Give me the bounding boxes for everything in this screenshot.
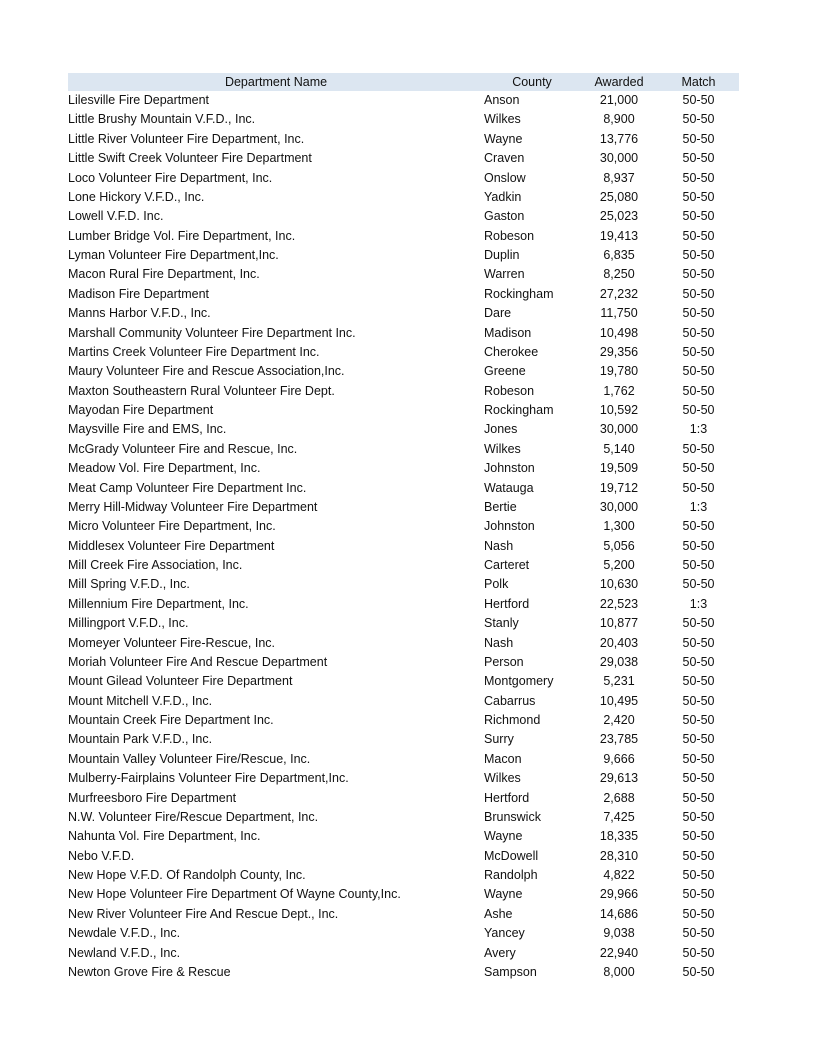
match-cell: 50-50 xyxy=(682,848,715,863)
county-cell: Cabarrus xyxy=(484,693,536,708)
awarded-cell: 8,937 xyxy=(603,170,635,185)
county-cell: Avery xyxy=(484,945,516,960)
awarded-cell: 25,080 xyxy=(599,189,639,204)
awarded-cell: 22,523 xyxy=(599,596,639,611)
county-cell: Craven xyxy=(484,151,525,166)
table-row xyxy=(68,498,739,517)
table-row xyxy=(68,420,739,439)
table-row xyxy=(68,556,739,575)
county-cell: Rockingham xyxy=(484,403,554,417)
county-cell: Hertford xyxy=(484,790,530,805)
awarded-cell: 20,403 xyxy=(599,635,639,650)
match-cell: 50-50 xyxy=(682,790,715,805)
awarded-cell: 5,140 xyxy=(603,441,635,456)
match-cell: 50-50 xyxy=(682,809,715,824)
match-cell: 50-50 xyxy=(682,306,715,321)
department-name-cell: Little River Volunteer Fire Department, Inc. xyxy=(68,131,305,146)
match-cell: 50-50 xyxy=(682,868,715,882)
table-row xyxy=(68,711,739,730)
match-cell: 50-50 xyxy=(682,693,715,708)
table-row xyxy=(68,479,739,498)
match-cell: 50-50 xyxy=(682,926,715,941)
header-match: Match xyxy=(681,75,716,89)
awarded-cell: 10,498 xyxy=(599,325,639,340)
table-row xyxy=(68,440,739,459)
table-row xyxy=(68,847,739,866)
table-row xyxy=(68,808,739,827)
table-row xyxy=(68,91,739,110)
county-cell: Rockingham xyxy=(484,286,554,301)
department-name-cell: Meadow Vol. Fire Department, Inc. xyxy=(68,461,261,476)
awarded-cell: 29,966 xyxy=(599,887,639,902)
county-cell: Dare xyxy=(484,306,512,321)
table-body xyxy=(68,91,739,982)
awarded-cell: 28,310 xyxy=(599,848,639,863)
table-row xyxy=(68,459,739,478)
county-cell: Anson xyxy=(484,93,520,107)
match-cell: 50-50 xyxy=(682,945,715,960)
table-row xyxy=(68,924,739,943)
match-cell: 1:3 xyxy=(689,596,708,611)
grant-table xyxy=(68,73,739,982)
table-row xyxy=(68,169,739,188)
county-cell: McDowell xyxy=(484,848,539,863)
department-name-cell: Micro Volunteer Fire Department, Inc. xyxy=(68,519,276,534)
county-cell: Polk xyxy=(484,577,509,592)
awarded-cell: 7,425 xyxy=(603,809,635,824)
county-cell: Montgomery xyxy=(484,674,554,689)
match-cell: 50-50 xyxy=(682,616,715,631)
department-name-cell: Meat Camp Volunteer Fire Department Inc. xyxy=(68,480,307,495)
county-cell: Yancey xyxy=(484,926,525,941)
match-cell: 50-50 xyxy=(682,674,715,689)
department-name-cell: Madison Fire Department xyxy=(68,286,210,301)
county-cell: Richmond xyxy=(484,713,541,727)
county-cell: Robeson xyxy=(484,383,535,398)
county-cell: Robeson xyxy=(484,228,535,243)
awarded-cell: 8,250 xyxy=(603,267,635,282)
awarded-cell: 6,835 xyxy=(603,248,635,262)
department-name-cell: Lowell V.F.D. Inc. xyxy=(68,209,164,224)
department-name-cell: Lilesville Fire Department xyxy=(68,93,210,107)
department-name-cell: Millennium Fire Department, Inc. xyxy=(68,596,249,611)
match-cell: 50-50 xyxy=(682,131,715,146)
county-cell: Macon xyxy=(484,751,522,766)
table-row xyxy=(68,517,739,536)
county-cell: Person xyxy=(484,654,524,669)
county-cell: Greene xyxy=(484,364,526,379)
county-cell: Sampson xyxy=(484,964,537,979)
county-cell: Surry xyxy=(484,732,514,747)
table-row xyxy=(68,227,739,246)
awarded-cell: 4,822 xyxy=(603,868,635,882)
department-name-cell: Nebo V.F.D. xyxy=(68,848,135,863)
match-cell: 50-50 xyxy=(682,964,715,979)
awarded-cell: 8,900 xyxy=(603,112,635,127)
table-row xyxy=(68,343,739,362)
county-cell: Madison xyxy=(484,325,532,340)
county-cell: Nash xyxy=(484,635,514,650)
department-name-cell: Mount Gilead Volunteer Fire Department xyxy=(68,674,293,689)
awarded-cell: 8,000 xyxy=(603,964,635,979)
match-cell: 50-50 xyxy=(682,577,715,592)
table-row xyxy=(68,304,739,323)
county-cell: Nash xyxy=(484,538,514,553)
county-cell: Cherokee xyxy=(484,344,539,359)
match-cell: 50-50 xyxy=(682,112,715,127)
match-cell: 50-50 xyxy=(682,461,715,476)
table-row xyxy=(68,750,739,769)
awarded-cell: 2,688 xyxy=(603,790,635,805)
match-cell: 50-50 xyxy=(682,713,715,727)
department-name-cell: Lyman Volunteer Fire Department,Inc. xyxy=(68,248,279,262)
county-cell: Bertie xyxy=(484,499,517,514)
department-name-cell: New Hope V.F.D. Of Randolph County, Inc. xyxy=(68,868,306,882)
match-cell: 50-50 xyxy=(682,558,715,572)
match-cell: 50-50 xyxy=(682,403,715,417)
county-cell: Carteret xyxy=(484,558,530,572)
awarded-cell: 2,420 xyxy=(603,713,635,727)
match-cell: 1:3 xyxy=(689,499,708,514)
county-cell: Brunswick xyxy=(484,809,541,824)
table-header xyxy=(68,73,739,91)
table-row xyxy=(68,653,739,672)
department-name-cell: Mountain Park V.F.D., Inc. xyxy=(68,732,213,747)
awarded-cell: 29,038 xyxy=(599,654,639,669)
county-cell: Hertford xyxy=(484,596,530,611)
awarded-cell: 9,038 xyxy=(603,926,635,941)
awarded-cell: 30,000 xyxy=(599,499,639,514)
department-name-cell: Newton Grove Fire & Rescue xyxy=(68,964,231,979)
table-row xyxy=(68,149,739,168)
match-cell: 50-50 xyxy=(682,519,715,534)
awarded-cell: 10,495 xyxy=(599,693,639,708)
county-cell: Gaston xyxy=(484,209,525,224)
table-row xyxy=(68,885,739,904)
county-cell: Wilkes xyxy=(484,112,521,127)
department-name-cell: Maury Volunteer Fire and Rescue Association,Inc. xyxy=(68,364,345,379)
department-name-cell: New River Volunteer Fire And Rescue Dept., Inc. xyxy=(68,906,339,921)
department-name-cell: Mill Creek Fire Association, Inc. xyxy=(68,558,243,572)
header-row xyxy=(68,73,739,91)
match-cell: 50-50 xyxy=(682,93,715,107)
match-cell: 50-50 xyxy=(682,286,715,301)
awarded-cell: 29,356 xyxy=(599,344,639,359)
match-cell: 50-50 xyxy=(682,906,715,921)
match-cell: 50-50 xyxy=(682,771,715,786)
department-name-cell: Maysville Fire and EMS, Inc. xyxy=(68,422,227,437)
county-cell: Wilkes xyxy=(484,771,521,786)
table-row xyxy=(68,110,739,129)
table-row xyxy=(68,265,739,284)
county-cell: Jones xyxy=(484,422,518,437)
match-cell: 50-50 xyxy=(682,751,715,766)
department-name-cell: New Hope Volunteer Fire Department Of Wayne County,Inc. xyxy=(68,887,401,902)
department-name-cell: Middlesex Volunteer Fire Department xyxy=(68,538,275,553)
awarded-cell: 21,000 xyxy=(599,93,639,107)
department-name-cell: Maxton Southeastern Rural Volunteer Fire Dept. xyxy=(68,383,335,398)
awarded-cell: 5,056 xyxy=(603,538,635,553)
awarded-cell: 30,000 xyxy=(599,151,639,166)
match-cell: 50-50 xyxy=(682,228,715,243)
county-cell: Duplin xyxy=(484,248,520,262)
table-row xyxy=(68,207,739,226)
table-row xyxy=(68,401,739,420)
table-row xyxy=(68,324,739,343)
awarded-cell: 25,023 xyxy=(599,209,639,224)
match-cell: 50-50 xyxy=(682,654,715,669)
department-name-cell: Little Swift Creek Volunteer Fire Department xyxy=(68,151,312,166)
department-name-cell: Momeyer Volunteer Fire-Rescue, Inc. xyxy=(68,635,276,650)
department-name-cell: Mayodan Fire Department xyxy=(68,403,214,417)
table-row xyxy=(68,246,739,265)
department-name-cell: Marshall Community Volunteer Fire Department Inc. xyxy=(68,325,356,340)
awarded-cell: 10,630 xyxy=(599,577,639,592)
awarded-cell: 10,592 xyxy=(599,403,639,417)
table-row xyxy=(68,672,739,691)
awarded-cell: 18,335 xyxy=(599,829,639,844)
match-cell: 50-50 xyxy=(682,267,715,282)
table-row xyxy=(68,595,739,614)
match-cell: 1:3 xyxy=(689,422,708,437)
awarded-cell: 1,300 xyxy=(603,519,635,534)
table-row xyxy=(68,614,739,633)
department-name-cell: Mountain Valley Volunteer Fire/Rescue, Inc. xyxy=(68,751,311,766)
department-name-cell: Loco Volunteer Fire Department, Inc. xyxy=(68,170,273,185)
department-name-cell: Millingport V.F.D., Inc. xyxy=(68,616,189,631)
match-cell: 50-50 xyxy=(682,248,715,262)
awarded-cell: 5,231 xyxy=(603,674,635,689)
awarded-cell: 30,000 xyxy=(599,422,639,437)
table-row xyxy=(68,188,739,207)
county-cell: Randolph xyxy=(484,868,538,882)
department-name-cell: Newland V.F.D., Inc. xyxy=(68,945,181,960)
table-row xyxy=(68,769,739,788)
department-name-cell: Nahunta Vol. Fire Department, Inc. xyxy=(68,829,261,844)
header-department-name: Department Name xyxy=(224,75,328,89)
table-row xyxy=(68,130,739,149)
county-cell: Wayne xyxy=(484,887,523,902)
table-row xyxy=(68,692,739,711)
county-cell: Wayne xyxy=(484,131,523,146)
awarded-cell: 1,762 xyxy=(603,383,635,398)
awarded-cell: 11,750 xyxy=(600,306,638,321)
awarded-cell: 5,200 xyxy=(603,558,635,572)
department-name-cell: Lumber Bridge Vol. Fire Department, Inc. xyxy=(68,228,296,243)
awarded-cell: 23,785 xyxy=(599,732,639,747)
table-row xyxy=(68,362,739,381)
county-cell: Johnston xyxy=(484,461,535,476)
department-name-cell: Mill Spring V.F.D., Inc. xyxy=(68,577,190,592)
awarded-cell: 19,509 xyxy=(599,461,639,476)
department-name-cell: Mount Mitchell V.F.D., Inc. xyxy=(68,693,213,708)
department-name-cell: Manns Harbor V.F.D., Inc. xyxy=(68,306,211,321)
department-name-cell: Murfreesboro Fire Department xyxy=(68,790,237,805)
county-cell: Yadkin xyxy=(484,189,522,204)
match-cell: 50-50 xyxy=(682,151,715,166)
table-row xyxy=(68,634,739,653)
awarded-cell: 19,413 xyxy=(599,228,639,243)
awarded-cell: 19,712 xyxy=(599,480,639,495)
match-cell: 50-50 xyxy=(682,383,715,398)
awarded-cell: 22,940 xyxy=(599,945,639,960)
awarded-cell: 19,780 xyxy=(599,364,639,379)
county-cell: Watauga xyxy=(484,480,534,495)
county-cell: Ashe xyxy=(484,906,513,921)
awarded-cell: 9,666 xyxy=(603,751,635,766)
match-cell: 50-50 xyxy=(682,325,715,340)
county-cell: Wilkes xyxy=(484,441,521,456)
department-name-cell: Mulberry-Fairplains Volunteer Fire Department,Inc. xyxy=(68,771,349,786)
match-cell: 50-50 xyxy=(682,635,715,650)
department-name-cell: Moriah Volunteer Fire And Rescue Department xyxy=(68,654,328,669)
match-cell: 50-50 xyxy=(682,364,715,379)
department-name-cell: Newdale V.F.D., Inc. xyxy=(68,926,181,941)
match-cell: 50-50 xyxy=(682,344,715,359)
county-cell: Warren xyxy=(484,267,525,282)
match-cell: 50-50 xyxy=(682,189,715,204)
awarded-cell: 27,232 xyxy=(599,286,639,301)
county-cell: Stanly xyxy=(484,616,519,631)
table-row xyxy=(68,575,739,594)
table-row xyxy=(68,285,739,304)
table-row xyxy=(68,866,739,885)
department-name-cell: Merry Hill-Midway Volunteer Fire Department xyxy=(68,499,318,514)
department-name-cell: Mountain Creek Fire Department Inc. xyxy=(68,713,274,727)
table-row xyxy=(68,827,739,846)
header-awarded: Awarded xyxy=(594,75,644,89)
match-cell: 50-50 xyxy=(682,170,715,185)
match-cell: 50-50 xyxy=(682,209,715,224)
county-cell: Johnston xyxy=(484,519,535,534)
header-county: County xyxy=(512,75,552,89)
table-row xyxy=(68,537,739,556)
department-name-cell: N.W. Volunteer Fire/Rescue Department, Inc. xyxy=(68,809,319,824)
match-cell: 50-50 xyxy=(682,480,715,495)
department-name-cell: Macon Rural Fire Department, Inc. xyxy=(68,267,260,282)
county-cell: Onslow xyxy=(484,170,526,185)
table-row xyxy=(68,382,739,401)
match-cell: 50-50 xyxy=(682,732,715,747)
table-row xyxy=(68,730,739,749)
department-name-cell: Lone Hickory V.F.D., Inc. xyxy=(68,189,205,204)
table-row xyxy=(68,944,739,963)
match-cell: 50-50 xyxy=(682,829,715,844)
department-name-cell: McGrady Volunteer Fire and Rescue, Inc. xyxy=(68,441,298,456)
department-name-cell: Martins Creek Volunteer Fire Department Inc. xyxy=(68,344,320,359)
awarded-cell: 14,686 xyxy=(599,906,639,921)
table-row xyxy=(68,963,739,982)
awarded-cell: 10,877 xyxy=(599,616,639,631)
awarded-cell: 13,776 xyxy=(599,131,639,146)
table-row xyxy=(68,789,739,808)
department-name-cell: Little Brushy Mountain V.F.D., Inc. xyxy=(68,112,256,127)
match-cell: 50-50 xyxy=(682,887,715,902)
match-cell: 50-50 xyxy=(682,441,715,456)
county-cell: Wayne xyxy=(484,829,523,844)
awarded-cell: 29,613 xyxy=(599,771,639,786)
table-row xyxy=(68,905,739,924)
match-cell: 50-50 xyxy=(682,538,715,553)
